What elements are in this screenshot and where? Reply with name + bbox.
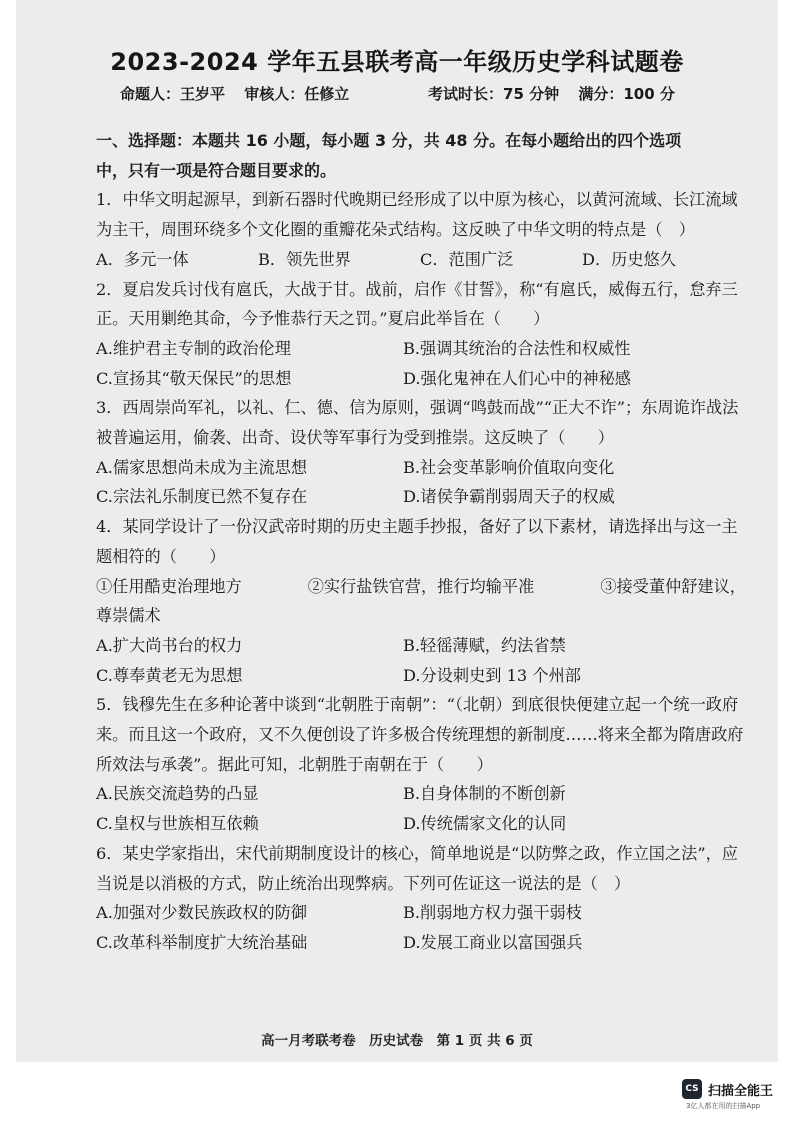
option-d: D.强化鬼神在人们心中的神秘感: [403, 368, 631, 388]
option-b: B.削弱地方权力强干弱枝: [403, 903, 582, 923]
exam-meta-time: [428, 83, 689, 104]
option-b: B.社会变革影响价值取向变化: [403, 457, 615, 477]
camscanner-logo-icon: CS: [682, 1079, 702, 1099]
option-a: A.儒家思想尚未成为主流思想: [96, 457, 308, 477]
option-a: A.扩大尚书台的权力: [96, 635, 243, 655]
question-stem: 2．夏启发兵讨伐有扈氏，大战于甘。战前，启作《甘誓》，称“有扈氏，威侮五行，怠弃三正。天用剿绝其命，今予惟恭行天之罚。”夏启此举旨在（ ）: [96, 279, 738, 329]
option-a: A.加强对少数民族政权的防御: [96, 903, 308, 923]
author: 命题人：王岁平: [120, 85, 226, 103]
question-stem: 6．某史学家指出，宋代前期制度设计的核心，简单地说是“以防弊之政，作立国之法”，应当说是以消极的方式，防止统治出现弊病。下列可佐证这一说法的是（ ）: [96, 843, 738, 893]
options: [96, 334, 746, 393]
scanner-watermark: [682, 1079, 790, 1111]
question-1: [96, 185, 746, 274]
materials: [96, 572, 746, 602]
reviewer: 审核人：任修立: [244, 85, 350, 103]
question-stem: 1．中华文明起源早，到新石器时代晚期已经形成了以中原为核心，以黄河流域、长江流域为主干，周围环绕多个文化圈的重瓣花朵式结构。这反映了中华文明的特点是（ ）: [96, 190, 738, 240]
brand-name: 扫描全能王: [708, 1084, 774, 1099]
option-d: D.诸侯争霸削弱周天子的权威: [403, 487, 615, 507]
material-1: ①任用酷吏治理地方: [96, 576, 242, 596]
option-b: B．领先世界: [258, 249, 351, 269]
option-c: C.改革科举制度扩大统治基础: [96, 932, 308, 952]
option-d: D．历史悠久: [582, 249, 676, 269]
question-3: [96, 393, 746, 512]
option-a: A.民族交流趋势的凸显: [96, 784, 259, 804]
question-stem: 4．某同学设计了一份汉武帝时期的历史主题手抄报，备好了以下素材，请选择出与这一主题相符的（ ）: [96, 517, 738, 566]
option-d: D.传统儒家文化的认同: [403, 814, 567, 834]
option-b: B.强调其统治的合法性和权威性: [403, 338, 631, 358]
option-d: D.发展工商业以富国强兵: [403, 932, 583, 952]
section-heading: 一、选择题：本题共 16 小题，每小题 3 分，共 48 分。在每小题给出的四个选项 中，只有一项是符合题目要求的。: [96, 131, 682, 180]
question-stem: 3．西周崇尚军礼，以礼、仁、德、信为原则，强调“鸣鼓而战”“正大不诈”；东周诡诈战法被普遍运用，偷袭、出奇、设伏等军事行为受到推崇。这反映了（ ）: [96, 398, 739, 448]
option-c: C.尊奉黄老无为思想: [96, 665, 243, 685]
options: [96, 453, 746, 512]
question-4: [96, 512, 746, 690]
material-3: ③接受董仲舒建议，: [600, 576, 746, 596]
material-2: ②实行盐铁官营，推行均输平准: [307, 576, 535, 596]
material-3-continued: 尊崇儒术: [96, 606, 161, 626]
exam-title: 2023-2024 学年五县联考高一年级历史学科试题卷: [110, 48, 684, 76]
option-c: C.宣扬其“敬天保民”的思想: [96, 368, 292, 388]
option-a: A．多元一体: [96, 249, 189, 269]
options: [96, 631, 746, 690]
question-5: [96, 690, 746, 839]
options: [96, 898, 746, 957]
duration: 考试时长：75 分钟: [428, 85, 560, 103]
option-a: A.维护君主专制的政治伦理: [96, 338, 291, 358]
options: [96, 245, 746, 275]
full-score: 满分：100 分: [578, 85, 675, 103]
page-footer: 高一月考联考卷 历史试卷 第 1 页 共 6 页: [261, 1033, 533, 1049]
exam-meta-authors: [120, 83, 363, 104]
brand-tagline: 3亿人都在用的扫描App: [686, 1102, 761, 1110]
exam-paper: [16, 0, 778, 1062]
option-b: B.轻徭薄赋，约法省禁: [403, 635, 566, 655]
option-b: B.自身体制的不断创新: [403, 784, 566, 804]
question-6: [96, 839, 746, 958]
options: [96, 779, 746, 838]
option-c: C．范围广泛: [420, 249, 514, 269]
option-d: D.分设刺史到 13 个州部: [403, 665, 581, 685]
question-2: [96, 275, 746, 394]
question-stem: 5．钱穆先生在多种论著中谈到“北朝胜于南朝”：“（北朝）到底很快便建立起一个统一政府来。而且这一个政府，又不久便创设了许多极合传统理想的新制度……将来全都为隋唐政府所效法与承袭”。据此可知，北朝胜于南朝在于（ ）: [96, 695, 744, 774]
exam-body: [96, 126, 746, 958]
option-c: C.宗法礼乐制度已然不复存在: [96, 487, 308, 507]
option-c: C.皇权与世族相互依赖: [96, 814, 259, 834]
